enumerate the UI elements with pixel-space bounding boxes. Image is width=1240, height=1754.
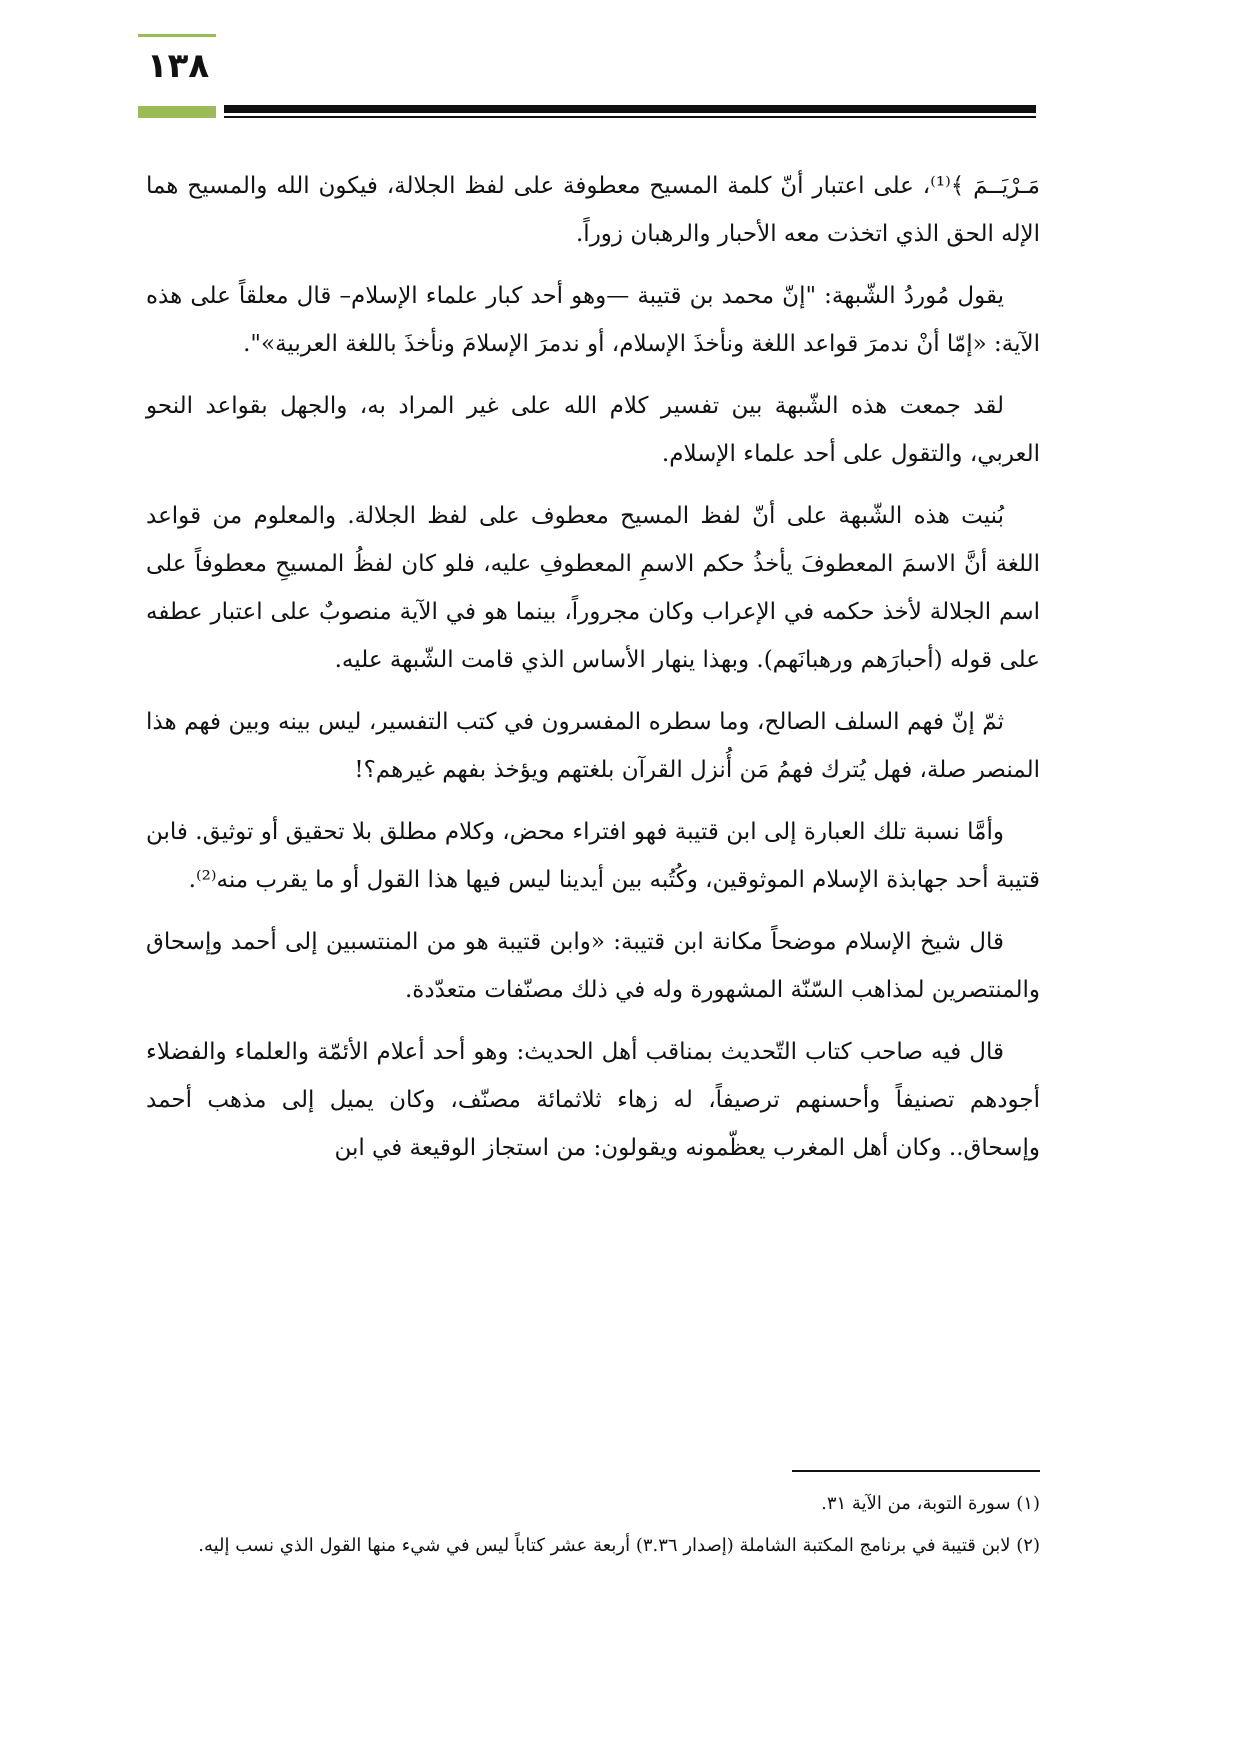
paragraph: وأمَّا نسبة تلك العبارة إلى ابن قتيبة فهو افتراء محض، وكلام مطلق بلا تحقيق أو توثيق. فابن قتيبة أحد جهابذة الإسلام الموثوقين، وكُتُبه بين أيدينا ليس فيها هذا القول أو ما يقرب منه⁽²⁾. bbox=[146, 819, 1040, 893]
header-rule bbox=[224, 105, 1036, 113]
paragraph: مَـرْيَــمَ ﴾⁽¹⁾، على اعتبار أنّ كلمة المسيح معطوفة على لفظ الجلالة، فيكون الله والمسيح هما الإله الحق الذي اتخذت معه الأحبار والرهبان زوراً. bbox=[146, 173, 1040, 247]
paragraph: قال فيه صاحب كتاب التّحديث بمناقب أهل الحديث: وهو أحد أعلام الأئمّة والعلماء والفضلاء أجودهم تصنيفاً وأحسنهم ترصيفاً، له زهاء ثلاثمائة مصنّف، وكان يميل إلى مذهب أحمد وإسحاق.. وكان أهل المغرب يعظّمونه ويقولون: من استجاز الوقيعة في ابن bbox=[146, 1039, 1040, 1161]
header-green-bar bbox=[138, 106, 216, 118]
paragraph: ثمّ إنّ فهم السلف الصالح، وما سطره المفسرون في كتب التفسير، ليس بينه وبين فهم هذا المنصر صلة، فهل يُترك فهمُ مَن أُنزل القرآن بلغتهم ويؤخذ بفهم غيرهم؟! bbox=[146, 709, 1040, 783]
footnote: (٢) لابن قتيبة في برنامج المكتبة الشاملة (إصدار ٣.٣٦) أربعة عشر كتاباً ليس في شيء منها القول الذي نسب إليه. bbox=[198, 1535, 1040, 1556]
paragraph: يقول مُوردُ الشّبهة: "إنّ محمد بن قتيبة —وهو أحد كبار علماء الإسلام– قال معلقاً على هذه الآية: «إمّا أنْ ندمرَ قواعد اللغة ونأخذَ الإسلام، أو ندمرَ الإسلامَ ونأخذَ باللغة العربية»". bbox=[146, 283, 1040, 357]
footnote-separator bbox=[792, 1470, 1040, 1472]
header-rule-thin bbox=[224, 116, 1036, 118]
paragraph: بُنيت هذه الشّبهة على أنّ لفظ المسيح معطوف على لفظ الجلالة. والمعلوم من قواعد اللغة أنَّ الاسمَ المعطوفَ يأخذُ حكم الاسمِ المعطوفِ عليه، فلو كان لفظُ المسيحِ معطوفاً على اسم الجلالة لأخذ حكمه في الإعراب وكان مجروراً، بينما هو في الآية منصوبٌ على اعتبار عطفه على قوله (أحبارَهم ورهبانَهم). وبهذا ينهار الأساس الذي قامت الشّبهة عليه. bbox=[146, 503, 1040, 673]
main-text bbox=[146, 162, 1040, 1186]
paragraph: لقد جمعت هذه الشّبهة بين تفسير كلام الله على غير المراد به، والجهل بقواعد النحو العربي، والتقول على أحد علماء الإسلام. bbox=[146, 393, 1040, 467]
paragraph: قال شيخ الإسلام موضحاً مكانة ابن قتيبة: «وابن قتيبة هو من المنتسبين إلى أحمد وإسحاق والمنتصرين لمذاهب السّنّة المشهورة وله في ذلك مصنّفات متعدّدة. bbox=[146, 929, 1040, 1003]
header-accent-line bbox=[138, 34, 216, 37]
footnote: (١) سورة التوبة، من الآية ٣١. bbox=[821, 1493, 1040, 1514]
footnotes bbox=[146, 1486, 1040, 1570]
page-number: ١٣٨ bbox=[146, 46, 210, 86]
